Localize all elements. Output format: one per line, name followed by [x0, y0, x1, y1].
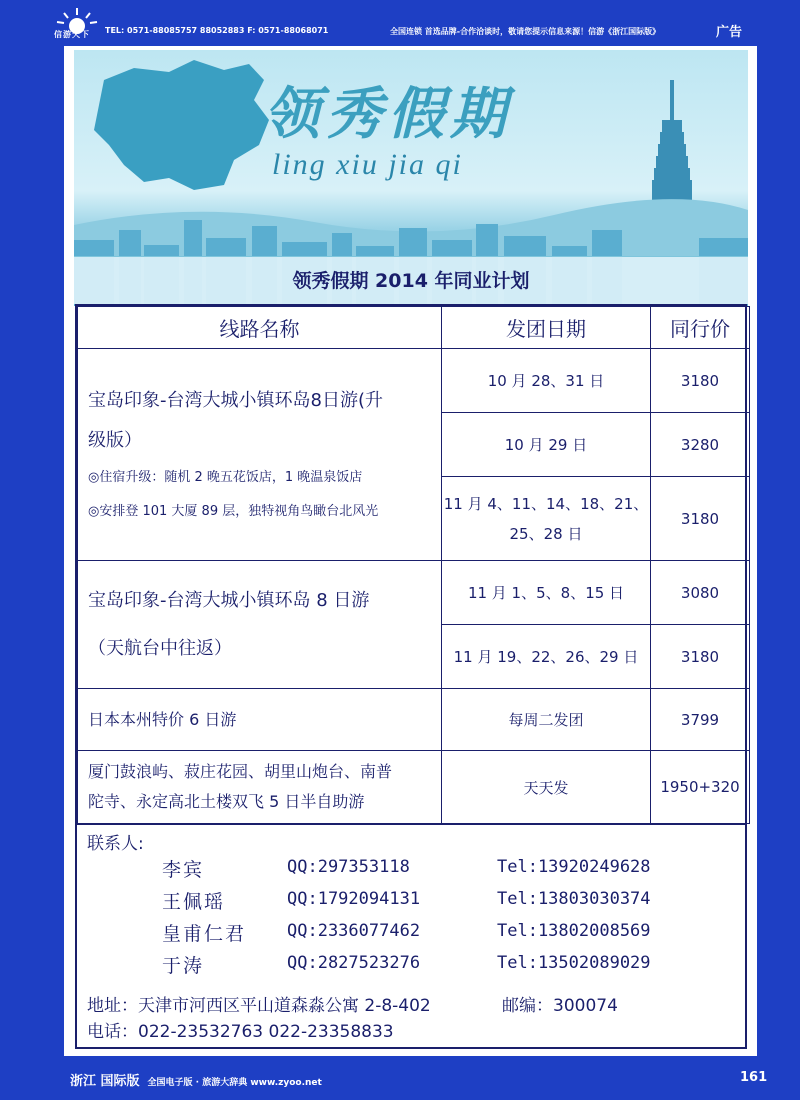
china-map-icon: [94, 60, 269, 190]
contact-qq: QQ:297353118: [287, 857, 410, 877]
col-header-date: 发团日期: [442, 307, 651, 349]
route-name-taiwan-upgrade: 宝岛印象-台湾大城小镇环岛8日游(升 级版） ◎住宿升级：随机 2 晚五花饭店，1 晚温泉饭店 ◎安排登 101 大厦 89 层，独特视角鸟瞰台北风光: [78, 349, 442, 561]
contact-qq: QQ:2827523276: [287, 953, 421, 973]
departure-date: 11 月 4、11、14、18、21、 25、28 日: [442, 477, 651, 561]
contact-tel: Tel:13920249628: [497, 857, 651, 877]
footer: [0, 1058, 800, 1100]
col-header-price: 同行价: [651, 307, 750, 349]
table-row: [78, 689, 750, 751]
header-slogan: 全国连锁 首选品牌-合作洽谈时，敬请您提示信息来源！信游《浙江国际版》: [390, 27, 661, 36]
route-table: [75, 304, 747, 826]
route-name-taiwan-taichung: 宝岛印象-台湾大城小镇环岛 8 日游 （天航台中往返）: [78, 561, 442, 689]
price: 3180: [651, 625, 750, 689]
plan-subtitle: 领秀假期 2014 年同业计划: [74, 256, 748, 304]
contact-name: 于涛: [162, 955, 205, 977]
contact-name: 王佩瑶: [162, 891, 226, 913]
page-panel: [64, 46, 757, 1056]
contact-tel: Tel:13802008569: [497, 921, 651, 941]
contacts-box: [75, 823, 747, 1049]
departure-date: 天天发: [442, 751, 651, 824]
col-header-route: 线路名称: [78, 307, 442, 349]
table-row: [78, 561, 750, 625]
departure-date: 11 月 1、5、8、15 日: [442, 561, 651, 625]
contact-tel: Tel:13502089029: [497, 953, 651, 973]
departure-date: 每周二发团: [442, 689, 651, 751]
top-header-bar: [0, 0, 800, 46]
contact-person: [162, 951, 742, 981]
table-header-row: [78, 307, 750, 349]
contact-person: [162, 855, 742, 885]
footer-brand: 浙江 国际版 全国电子版 · 旅游大辞典 www.zyoo.net: [70, 1074, 322, 1089]
contact-name: 皇甫仁君: [162, 923, 247, 945]
footer-sub: 全国电子版 · 旅游大辞典 www.zyoo.net: [147, 1078, 322, 1088]
contact-qq: QQ:2336077462: [287, 921, 421, 941]
contact-person: [162, 919, 742, 949]
price: 3799: [651, 689, 750, 751]
header-contact: TEL: 0571-88085757 88052883 F: 0571-88068071: [105, 26, 329, 35]
ad-label: 广告: [716, 25, 743, 40]
route-name-xiamen: 厦门鼓浪屿、菽庄花园、胡里山炮台、南普 陀寺、永定高北土楼双飞 5 日半自助游: [78, 751, 442, 824]
logo-text: 信游天下: [54, 30, 90, 39]
price: 3280: [651, 413, 750, 477]
contact-qq: QQ:1792094131: [287, 889, 421, 909]
route-name-japan: 日本本州特价 6 日游: [78, 689, 442, 751]
price: 3080: [651, 561, 750, 625]
phone: 电话：022-23532763 022-23358833: [87, 1022, 394, 1042]
departure-date: 10 月 28、31 日: [442, 349, 651, 413]
table-row: [78, 751, 750, 824]
table-row: [78, 349, 750, 413]
page-number: 161: [740, 1070, 768, 1085]
price: 3180: [651, 349, 750, 413]
route-note: ◎安排登 101 大厦 89 层，独特视角鸟瞰台北风光: [88, 503, 379, 519]
banner-title: 领秀假期: [264, 81, 512, 147]
contact-tel: Tel:13803030374: [497, 889, 651, 909]
departure-date: 11 月 19、22、26、29 日: [442, 625, 651, 689]
departure-date: 10 月 29 日: [442, 413, 651, 477]
price: 1950+320: [651, 751, 750, 824]
contact-person: [162, 887, 742, 917]
price: 3180: [651, 477, 750, 561]
contact-name: 李宾: [162, 859, 205, 881]
zip-code: 邮编：300074: [502, 996, 618, 1016]
banner-pinyin: ling xiu jia qi: [272, 148, 463, 181]
contacts-title: 联系人:: [87, 834, 144, 854]
route-note: ◎住宿升级：随机 2 晚五花饭店，1 晚温泉饭店: [88, 469, 363, 485]
address: 地址：天津市河西区平山道森淼公寓 2-8-402 邮编：300074: [87, 991, 431, 1016]
